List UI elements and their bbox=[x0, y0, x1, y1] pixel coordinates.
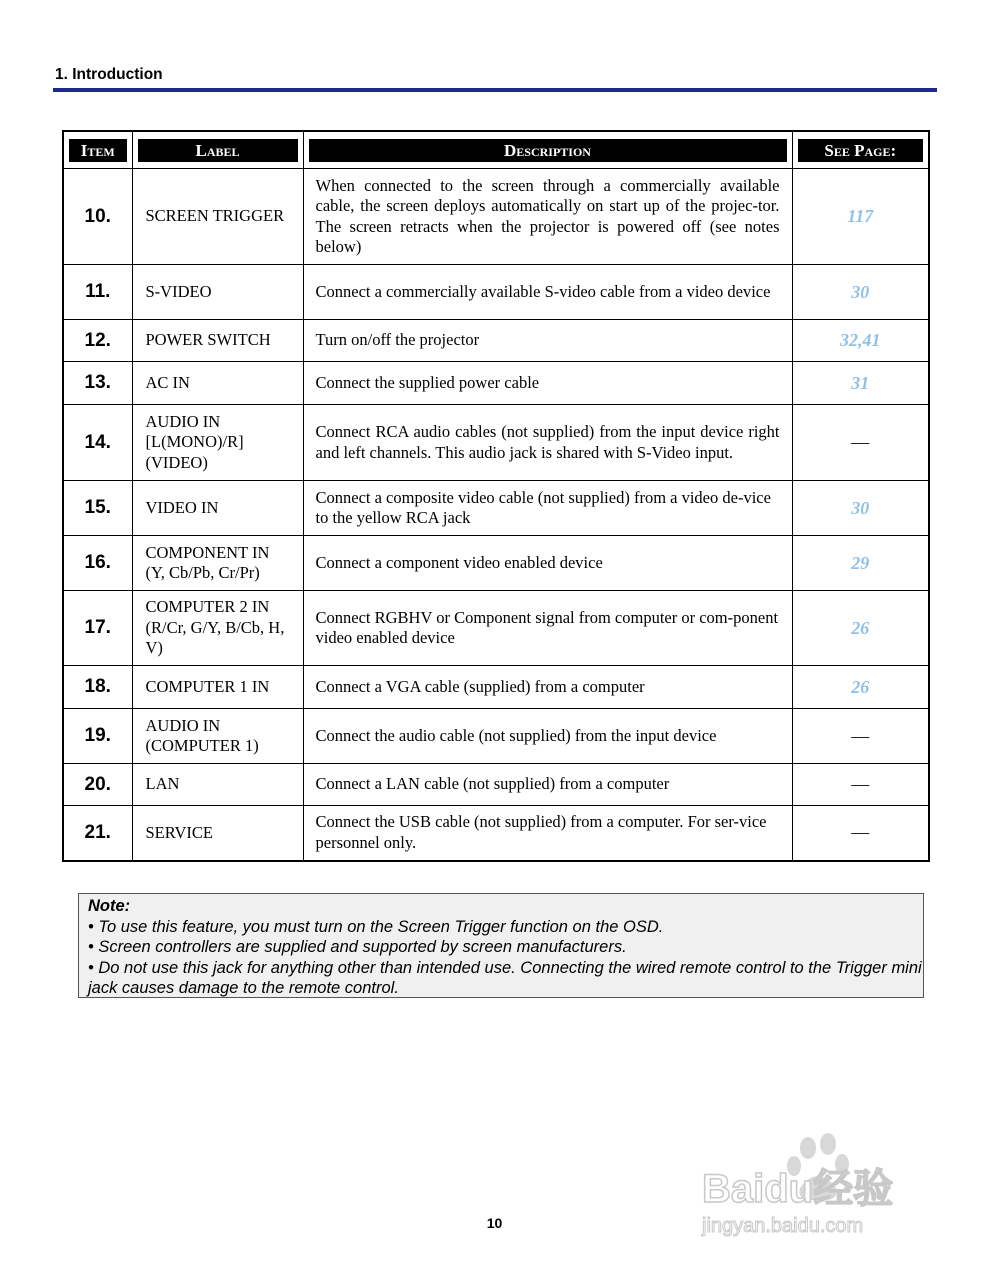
see-page-link[interactable]: 26 bbox=[792, 591, 929, 666]
item-number: 15. bbox=[63, 481, 132, 536]
item-number: 11. bbox=[63, 265, 132, 320]
item-number: 13. bbox=[63, 362, 132, 405]
item-number: 12. bbox=[63, 320, 132, 362]
table-row bbox=[63, 320, 929, 362]
table-row bbox=[63, 536, 929, 591]
item-number: 17. bbox=[63, 591, 132, 666]
bullet-icon: • bbox=[88, 917, 99, 936]
table-row bbox=[63, 405, 929, 481]
table-row bbox=[63, 591, 929, 666]
connector-description: When connected to the screen through a commercially available cable, the screen deploys automatically on start up of the projec-tor. The screen retracts when the projector is powered off (see notes below) bbox=[303, 169, 792, 265]
connector-label: SCREEN TRIGGER bbox=[132, 169, 303, 265]
baidu-watermark bbox=[700, 1130, 940, 1240]
col-see-page bbox=[792, 131, 929, 169]
connector-label: AC IN bbox=[132, 362, 303, 405]
table-header-row bbox=[63, 131, 929, 169]
item-number: 20. bbox=[63, 764, 132, 806]
connector-label: SERVICE bbox=[132, 806, 303, 861]
watermark-brand: Baidu经验 bbox=[702, 1167, 894, 1211]
col-description bbox=[303, 131, 792, 169]
see-page-none: — bbox=[792, 709, 929, 764]
see-page-link[interactable]: 117 bbox=[792, 169, 929, 265]
note-text: Do not use this jack for anything other than intended use. Connecting the wired remote control to the Trigger mini jack causes damage to the remote control. bbox=[88, 958, 922, 997]
table-row bbox=[63, 764, 929, 806]
col-label bbox=[132, 131, 303, 169]
col-item-label: Item bbox=[69, 139, 127, 162]
col-item bbox=[63, 131, 132, 169]
connector-description: Connect a composite video cable (not supplied) from a video de-vice to the yellow RCA jack bbox=[303, 481, 792, 536]
see-page-none: — bbox=[792, 806, 929, 861]
table-row bbox=[63, 265, 929, 320]
see-page-link[interactable]: 30 bbox=[792, 481, 929, 536]
see-page-link[interactable]: 30 bbox=[792, 265, 929, 320]
connector-description: Connect RCA audio cables (not supplied) from the input device right and left channels. This audio jack is shared with S-Video input. bbox=[303, 405, 792, 481]
see-page-link[interactable]: 29 bbox=[792, 536, 929, 591]
connector-description: Connect a VGA cable (supplied) from a computer bbox=[303, 666, 792, 709]
item-number: 21. bbox=[63, 806, 132, 861]
item-number: 16. bbox=[63, 536, 132, 591]
see-page-none: — bbox=[792, 405, 929, 481]
connector-description: Turn on/off the projector bbox=[303, 320, 792, 362]
note-item bbox=[88, 958, 923, 999]
table-row bbox=[63, 806, 929, 861]
connector-label: POWER SWITCH bbox=[132, 320, 303, 362]
watermark-url: jingyan.baidu.com bbox=[702, 1215, 864, 1237]
connector-label: AUDIO IN [L(MONO)/R] (VIDEO) bbox=[132, 405, 303, 481]
connector-label: COMPONENT IN (Y, Cb/Pb, Cr/Pr) bbox=[132, 536, 303, 591]
connector-description: Connect the audio cable (not supplied) from the input device bbox=[303, 709, 792, 764]
note-item bbox=[88, 917, 923, 938]
connector-label: COMPUTER 2 IN (R/Cr, G/Y, B/Cb, H, V) bbox=[132, 591, 303, 666]
bullet-icon: • bbox=[88, 938, 99, 956]
see-page-link[interactable]: 26 bbox=[792, 666, 929, 709]
connector-description: Connect a commercially available S-video cable from a video device bbox=[303, 265, 792, 320]
item-number: 18. bbox=[63, 666, 132, 709]
note-box bbox=[78, 893, 924, 998]
connector-description: Connect the USB cable (not supplied) from a computer. For ser-vice personnel only. bbox=[303, 806, 792, 861]
table-row bbox=[63, 481, 929, 536]
connector-label: LAN bbox=[132, 764, 303, 806]
section-title: 1. Introduction bbox=[55, 66, 163, 83]
connector-label: COMPUTER 1 IN bbox=[132, 666, 303, 709]
connector-description: Connect RGBHV or Component signal from computer or com-ponent video enabled device bbox=[303, 591, 792, 666]
table-row bbox=[63, 362, 929, 405]
table-row bbox=[63, 666, 929, 709]
see-page-none: — bbox=[792, 764, 929, 806]
table-row bbox=[63, 709, 929, 764]
see-page-link[interactable]: 31 bbox=[792, 362, 929, 405]
connector-description: Connect a component video enabled device bbox=[303, 536, 792, 591]
item-number: 10. bbox=[63, 169, 132, 265]
see-page-link[interactable]: 32,41 bbox=[792, 320, 929, 362]
table-row bbox=[63, 169, 929, 265]
connector-description: Connect the supplied power cable bbox=[303, 362, 792, 405]
connector-table bbox=[62, 130, 930, 862]
note-text: To use this feature, you must turn on the Screen Trigger function on the OSD. bbox=[98, 917, 664, 936]
note-text: Screen controllers are supplied and supported by screen manufacturers. bbox=[98, 938, 627, 956]
connector-label: S-VIDEO bbox=[132, 265, 303, 320]
col-label-label: Label bbox=[138, 139, 298, 162]
note-title: Note: bbox=[88, 897, 131, 915]
bullet-icon: • bbox=[88, 958, 99, 977]
col-description-label: Description bbox=[309, 139, 787, 162]
connector-label: VIDEO IN bbox=[132, 481, 303, 536]
note-item bbox=[88, 937, 923, 958]
page-number: 10 bbox=[486, 1215, 503, 1231]
header-rule bbox=[53, 88, 937, 92]
item-number: 19. bbox=[63, 709, 132, 764]
item-number: 14. bbox=[63, 405, 132, 481]
connector-description: Connect a LAN cable (not supplied) from a computer bbox=[303, 764, 792, 806]
connector-label: AUDIO IN (COMPUTER 1) bbox=[132, 709, 303, 764]
col-see-page-label: See Page: bbox=[798, 139, 924, 162]
